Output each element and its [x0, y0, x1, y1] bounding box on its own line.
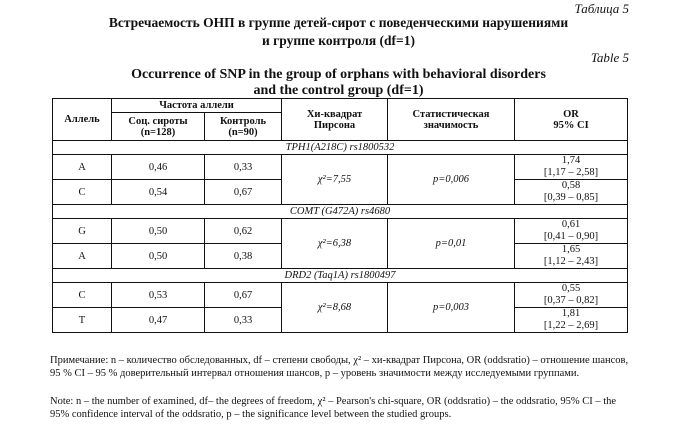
- or-value: 1,81: [561, 308, 581, 319]
- or-cell: [515, 219, 628, 244]
- header-sig-line-1: Статистическая: [412, 108, 490, 120]
- header-allele: Аллель: [53, 99, 112, 141]
- p-value-cell: p=0,003: [388, 283, 515, 333]
- allele-cell: A: [53, 155, 112, 180]
- title-en-line-1: Occurrence of SNP in the group of orphans with behavioral disorders: [131, 67, 546, 82]
- orphans-cell: 0,50: [112, 244, 205, 269]
- header-sig-line-2: значимость: [423, 119, 479, 131]
- header-orphans-n: (n=128): [140, 126, 176, 138]
- or-value: 0,55: [561, 283, 581, 294]
- header-control-n: (n=90): [228, 126, 258, 138]
- or-cell: [515, 283, 628, 308]
- gene-header-drd2: DRD2 (Taq1A) rs1800497: [53, 269, 628, 283]
- header-chi-square: [282, 99, 388, 141]
- header-significance: [388, 99, 515, 141]
- allele-cell: C: [53, 283, 112, 308]
- allele-cell: C: [53, 180, 112, 205]
- header-orphans: [112, 113, 205, 141]
- title-en: [0, 67, 677, 99]
- ci-value: [0,41 – 0,90]: [543, 231, 599, 242]
- header-frequency: Частота аллели: [112, 99, 282, 113]
- control-cell: 0,33: [205, 308, 282, 333]
- header-orphans-label: Соц. сироты: [128, 115, 188, 127]
- header-or: [515, 99, 628, 141]
- or-value: 1,65: [561, 244, 581, 255]
- header-or-line-1: OR: [563, 108, 579, 120]
- chi-square-cell: χ²=8,68: [282, 283, 388, 333]
- allele-cell: T: [53, 308, 112, 333]
- orphans-cell: 0,53: [112, 283, 205, 308]
- or-value: 1,74: [561, 155, 581, 166]
- header-control: [205, 113, 282, 141]
- control-cell: 0,38: [205, 244, 282, 269]
- or-cell: [515, 244, 628, 269]
- header-control-label: Контроль: [219, 115, 267, 127]
- table-number-en: Table 5: [590, 50, 629, 65]
- note-ru: Примечание: n – количество обследованных, df – степени свободы, χ² – хи-квадрат Пирсона, OR (oddsratio) – отношение шансов, 95 % CI – 95 % доверительный интервал отношения шансов, p – уровень значимости между исследуемыми группами.: [50, 355, 629, 379]
- gene-header-comt: COMT (G472A) rs4680: [53, 205, 628, 219]
- ci-value: [1,17 – 2,58]: [543, 167, 599, 178]
- note-en: Note: n – the number of examined, df– the degrees of freedom, χ² – Pearson's chi-square, OR (oddsratio) – the oddsratio, 95% CI – the 95% confidence interval of the oddsratio, p – the significance level between the studied groups.: [50, 396, 617, 420]
- ci-value: [0,39 – 0,85]: [543, 192, 599, 203]
- title-ru: [0, 14, 677, 50]
- ci-value: [1,12 – 2,43]: [543, 256, 599, 267]
- orphans-cell: 0,47: [112, 308, 205, 333]
- ci-value: [0,37 – 0,82]: [543, 295, 599, 306]
- header-chi-line-2: Пирсона: [313, 119, 356, 131]
- header-chi-line-1: Хи-квадрат: [306, 108, 363, 120]
- title-ru-line-1: Встречаемость ОНП в группе детей-сирот с поведенческими нарушениями: [108, 15, 569, 30]
- or-cell: [515, 180, 628, 205]
- snp-table: [52, 98, 628, 333]
- table-number-ru: Таблица 5: [574, 1, 629, 16]
- p-value-cell: p=0,006: [388, 155, 515, 205]
- orphans-cell: 0,46: [112, 155, 205, 180]
- p-value-cell: p=0,01: [388, 219, 515, 269]
- chi-square-cell: χ²=6,38: [282, 219, 388, 269]
- allele-cell: A: [53, 244, 112, 269]
- control-cell: 0,33: [205, 155, 282, 180]
- control-cell: 0,62: [205, 219, 282, 244]
- header-or-line-2: 95% CI: [553, 119, 589, 131]
- orphans-cell: 0,50: [112, 219, 205, 244]
- or-cell: [515, 308, 628, 333]
- or-value: 0,61: [561, 219, 581, 230]
- or-cell: [515, 155, 628, 180]
- or-value: 0,58: [561, 180, 581, 191]
- allele-cell: G: [53, 219, 112, 244]
- control-cell: 0,67: [205, 180, 282, 205]
- orphans-cell: 0,54: [112, 180, 205, 205]
- title-en-line-2: and the control group (df=1): [253, 83, 424, 98]
- chi-square-cell: χ²=7,55: [282, 155, 388, 205]
- gene-header-tph1: TPH1(A218C) rs1800532: [53, 141, 628, 155]
- control-cell: 0,67: [205, 283, 282, 308]
- title-ru-line-2: и группе контроля (df=1): [262, 33, 415, 48]
- ci-value: [1,22 – 2,69]: [543, 320, 599, 331]
